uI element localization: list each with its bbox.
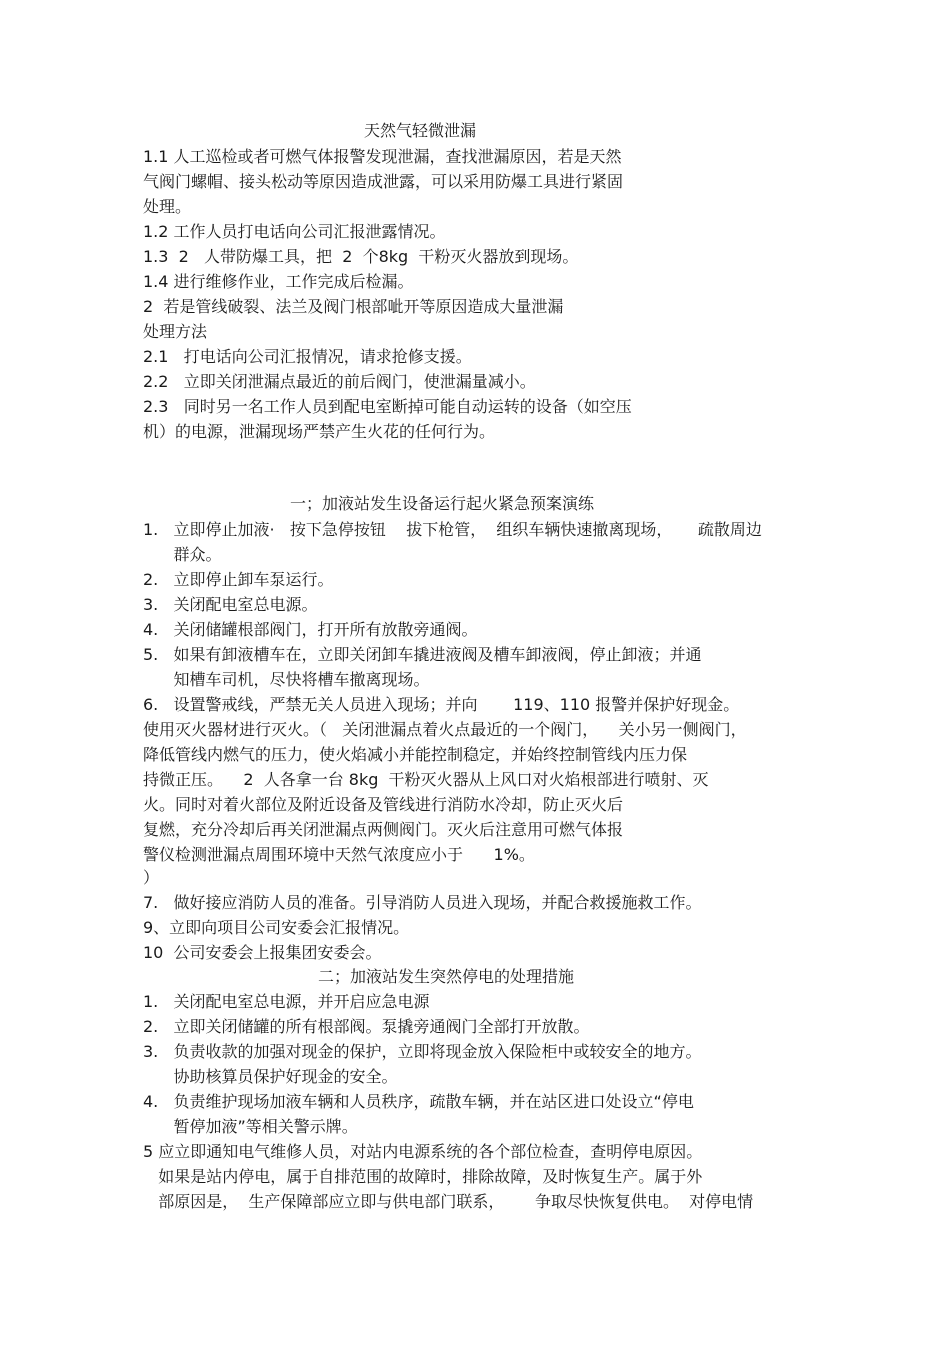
section3-line: 4. 负责维护现场加液车辆和人员秩序，疏散车辆，并在站区进口处设立“停电 bbox=[143, 1092, 694, 1111]
section1-line: 处理方法 bbox=[143, 322, 208, 341]
section2-line: 持微正压。 2 人各拿一台 8kg 干粉灭火器从上风口对火焰根部进行喷射、灭 bbox=[143, 770, 709, 789]
section1-line: 1.4 进行维修作业，工作完成后检漏。 bbox=[143, 272, 414, 291]
section1-line: 气阀门螺帽、接头松动等原因造成泄露，可以采用防爆工具进行紧固 bbox=[143, 172, 624, 191]
section3-line: 如果是站内停电，属于自排范围的故障时，排除故障，及时恢复生产。属于外 bbox=[143, 1167, 703, 1186]
section1-title: 天然气轻微泄漏 bbox=[364, 121, 477, 140]
section3-line: 2. 立即关闭储罐的所有根部阀。泵撬旁通阀门全部打开放散。 bbox=[143, 1017, 590, 1036]
section2-line: 火。同时对着火部位及附近设备及管线进行消防水冷却，防止灭火后 bbox=[143, 795, 624, 814]
section3-line: 5 应立即通知电气维修人员，对站内电源系统的各个部位检查，查明停电原因。 bbox=[143, 1142, 703, 1161]
section2-line: 降低管线内燃气的压力，使火焰减小并能控制稳定，并始终控制管线内压力保 bbox=[143, 745, 688, 764]
section2-title: 一；加液站发生设备运行起火紧急预案演练 bbox=[290, 494, 595, 513]
section2-line: 10 公司安委会上报集团安委会。 bbox=[143, 943, 382, 962]
section2-line: 7. 做好接应消防人员的准备。引导消防人员进入现场，并配合救援施救工作。 bbox=[143, 893, 702, 912]
section1-line: 2.2 立即关闭泄漏点最近的前后阀门，使泄漏量减小。 bbox=[143, 372, 536, 391]
section1-line: 2.1 打电话向公司汇报情况，请求抢修支援。 bbox=[143, 347, 472, 366]
section3-line: 1. 关闭配电室总电源，并开启应急电源 bbox=[143, 992, 430, 1011]
section2-line: 群众。 bbox=[143, 545, 222, 564]
section2-line: 4. 关闭储罐根部阀门，打开所有放散旁通阀。 bbox=[143, 620, 478, 639]
section1-line: 2 若是管线破裂、法兰及阀门根部呲开等原因造成大量泄漏 bbox=[143, 297, 564, 316]
section1-line: 处理。 bbox=[143, 197, 192, 216]
section3-title: 二；加液站发生突然停电的处理措施 bbox=[318, 967, 575, 986]
section1-line: 1.2 工作人员打电话向公司汇报泄露情况。 bbox=[143, 222, 446, 241]
section2-line: 5. 如果有卸液槽车在，立即关闭卸车撬进液阀及槽车卸液阀，停止卸液；并通 bbox=[143, 645, 702, 664]
section3-line: 协助核算员保护好现金的安全。 bbox=[143, 1067, 398, 1086]
section2-line: 警仪检测泄漏点周围环境中天然气浓度应小于 1%。 bbox=[143, 845, 535, 864]
section2-line: 3. 关闭配电室总电源。 bbox=[143, 595, 318, 614]
section2-line: 6. 设置警戒线，严禁无关人员进入现场；并向 119、110 报警并保护好现金。 bbox=[143, 695, 740, 714]
section2-line: 知槽车司机，尽快将槽车撤离现场。 bbox=[143, 670, 430, 689]
section3-line: 暂停加液”等相关警示牌。 bbox=[143, 1117, 358, 1136]
section2-line: 1. 立即停止加液· 按下急停按钮 拔下枪管， 组织车辆快速撤离现场， 疏散周边 bbox=[143, 520, 762, 539]
section1-line: 2.3 同时另一名工作人员到配电室断掉可能自动运转的设备（如空压 bbox=[143, 397, 632, 416]
section1-line: 1.1 人工巡检或者可燃气体报警发现泄漏，查找泄漏原因，若是天然 bbox=[143, 147, 622, 166]
section2-line: 复燃，充分冷却后再关闭泄漏点两侧阀门。灭火后注意用可燃气体报 bbox=[143, 820, 624, 839]
section2-line: 使用灭火器材进行灭火。（ 关闭泄漏点着火点最近的一个阀门， 关小另一侧阀门， bbox=[143, 720, 747, 739]
section1-line: 机）的电源，泄漏现场严禁产生火花的任何行为。 bbox=[143, 422, 496, 441]
section3-line: 部原因是， 生产保障部应立即与供电部门联系， 争取尽快恢复供电。 对停电情 bbox=[143, 1192, 754, 1211]
section2-line: 9、立即向项目公司安委会汇报情况。 bbox=[143, 918, 410, 937]
section2-line: 2. 立即停止卸车泵运行。 bbox=[143, 570, 334, 589]
section3-line: 3. 负责收款的加强对现金的保护，立即将现金放入保险柜中或较安全的地方。 bbox=[143, 1042, 702, 1061]
section1-line: 1.3 2 人带防爆工具，把 2 个8kg 干粉灭火器放到现场。 bbox=[143, 247, 579, 266]
section2-line: ） bbox=[143, 868, 160, 887]
